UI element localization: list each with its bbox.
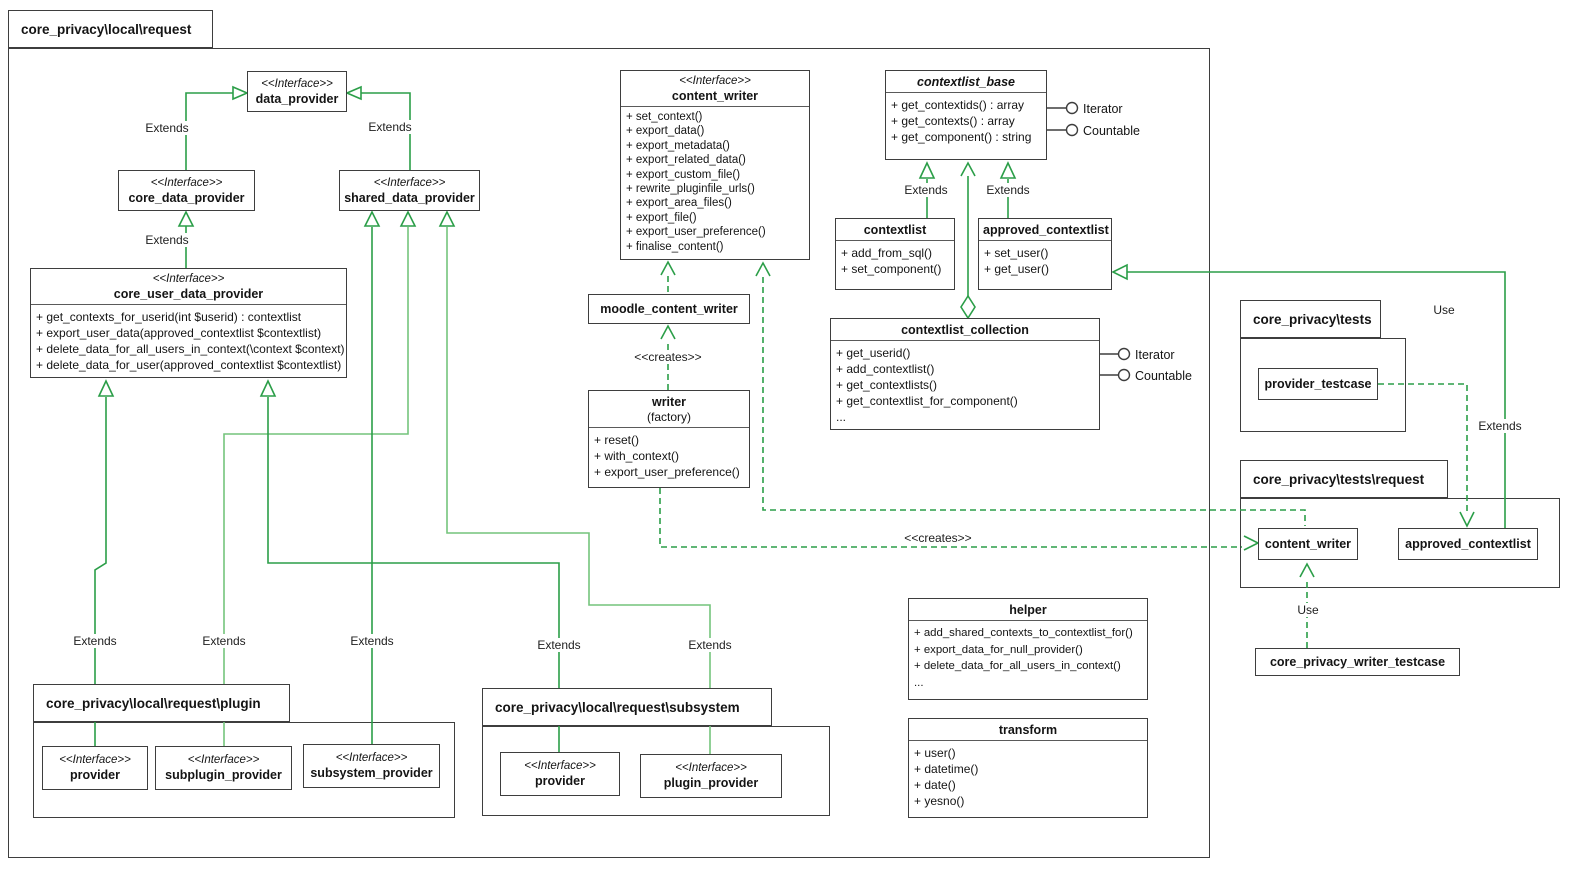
class-name: content_writer: [671, 89, 759, 103]
class-contextlist-base: [885, 70, 1047, 160]
arrowhead: [920, 163, 934, 178]
edge-label-use: Use: [1297, 603, 1319, 617]
method: + get_contextlist_for_component(): [836, 394, 1018, 408]
class-name: shared_data_provider: [344, 190, 475, 205]
package-subsystem-tab: [482, 688, 772, 726]
method: + export_area_files(): [626, 197, 732, 210]
package-main-title: core_privacy\local\request: [21, 21, 192, 37]
class-name: core_user_data_provider: [113, 287, 264, 301]
edge-label-creates: <<creates>>: [904, 531, 972, 545]
method: + set_component(): [841, 262, 942, 276]
method: + export_custom_file(): [626, 168, 741, 181]
arrowhead-open: [1460, 512, 1474, 526]
package-tests-tab: [1240, 300, 1381, 338]
method: + export_user_data(approved_contextlist $contextlist): [36, 326, 322, 340]
class-name: core_privacy_writer_testcase: [1269, 655, 1446, 669]
class-tests-approved-contextlist: [1398, 528, 1538, 560]
class-name: core_data_provider: [128, 190, 245, 205]
lollipop-label-iterator2: Iterator: [1135, 348, 1175, 362]
arrowhead: [1001, 163, 1015, 178]
edge-label-use: Use: [1433, 303, 1455, 317]
class-core-user-data-provider: [30, 268, 347, 378]
stereotype: <<Interface>>: [373, 176, 446, 189]
edge-label-extends: Extends: [145, 121, 189, 135]
method: + date(): [914, 778, 956, 792]
stereotype: <<Interface>>: [524, 760, 596, 772]
method: + export_data(): [626, 125, 705, 138]
class-name: plugin_provider: [663, 776, 759, 790]
method: + reset(): [594, 433, 640, 447]
method: + export_user_preference(): [594, 465, 740, 479]
package-subsystem-title: core_privacy\local\request\subsystem: [495, 699, 740, 715]
arrowhead-open: [1300, 564, 1314, 577]
package-tests-title: core_privacy\tests: [1253, 311, 1372, 327]
class-name: transform: [998, 723, 1058, 737]
method: + delete_data_for_user(approved_contextlist $contextlist): [36, 358, 342, 372]
class-helper: [908, 598, 1148, 700]
class-tests-content-writer: [1258, 528, 1358, 560]
class-data-provider: [247, 71, 347, 112]
method: + finalise_content(): [626, 240, 724, 253]
method: + get_user(): [984, 262, 1050, 276]
package-main-tab: [8, 10, 213, 48]
package-plugin-tab: [33, 684, 290, 722]
stereotype: <<Interface>>: [675, 762, 747, 774]
class-shared-data-provider: [339, 170, 480, 211]
class-writer: [588, 390, 750, 488]
class-subsystem-plugin-provider: [640, 754, 782, 798]
method: + set_user(): [984, 246, 1049, 260]
package-tests-request-tab: [1240, 460, 1448, 498]
class-core-privacy-writer-testcase: [1255, 648, 1460, 676]
class-subtitle: (factory): [646, 410, 691, 424]
class-name: helper: [1009, 603, 1047, 617]
arrowhead-open: [661, 262, 675, 275]
class-name: provider_testcase: [1264, 377, 1372, 391]
class-name: content_writer: [1264, 537, 1352, 551]
method: + delete_data_for_all_users_in_context(\context $context): [36, 342, 345, 356]
edge-label-extends: Extends: [688, 638, 732, 652]
lollipop-circle-countable2: [1119, 370, 1130, 381]
stereotype: <<Interface>>: [150, 176, 223, 189]
edge-label-extends: Extends: [537, 638, 581, 652]
class-name: contextlist_base: [917, 75, 1015, 89]
class-contextlist: [835, 218, 955, 290]
lollipop-label-iterator: Iterator: [1083, 102, 1123, 116]
method: + get_contextids() : array: [891, 98, 1025, 112]
class-name: provider: [69, 768, 120, 782]
method: + add_shared_contexts_to_contextlist_for(): [914, 627, 1133, 639]
method: + get_component() : string: [891, 130, 1032, 144]
lollipop-label-countable2: Countable: [1135, 369, 1192, 383]
method: + export_user_preference(): [626, 226, 766, 239]
edge-core-data-provider-extends-data-provider: [186, 93, 246, 170]
class-transform: [908, 718, 1148, 818]
arrowhead: [401, 212, 415, 226]
arrowhead: [440, 212, 454, 226]
edge-label-extends: Extends: [986, 183, 1030, 197]
arrowhead: [233, 87, 247, 99]
edge-label-extends: Extends: [350, 634, 394, 648]
method: + get_contextlists(): [836, 378, 938, 392]
class-approved-contextlist: [978, 218, 1112, 290]
arrowhead: [261, 381, 275, 396]
lollipop-circle-iterator: [1067, 103, 1078, 114]
method: + datetime(): [914, 762, 979, 776]
edge-label-extends: Extends: [202, 634, 246, 648]
method: + add_from_sql(): [841, 246, 933, 260]
class-core-data-provider: [118, 170, 255, 211]
class-name: subplugin_provider: [165, 768, 282, 782]
method: + export_data_for_null_provider(): [914, 643, 1083, 656]
edge-label-extends: Extends: [904, 183, 948, 197]
method: + export_related_data(): [626, 154, 746, 167]
stereotype: <<Interface>>: [152, 273, 225, 285]
method: ...: [914, 676, 924, 689]
method: + set_context(): [626, 111, 703, 123]
edge-label-extends: Extends: [1478, 419, 1522, 433]
method: + yesno(): [914, 794, 965, 808]
class-name: writer: [651, 395, 687, 409]
package-tests-request-title: core_privacy\tests\request: [1253, 471, 1425, 487]
method: + get_contexts() : array: [891, 114, 1015, 128]
lollipop-circle-iterator2: [1119, 349, 1130, 360]
arrowhead: [365, 212, 379, 226]
method: + export_file(): [626, 211, 697, 224]
lollipop-label-countable: Countable: [1083, 124, 1140, 138]
class-content-writer: [620, 70, 810, 260]
stereotype: <<Interface>>: [261, 77, 333, 90]
class-provider-testcase: [1258, 368, 1378, 400]
stereotype: <<Interface>>: [679, 75, 751, 87]
stereotype: <<Interface>>: [187, 754, 260, 766]
edge-label-extends: Extends: [368, 120, 412, 134]
class-name: approved_contextlist: [983, 223, 1109, 237]
method: + user(): [914, 746, 956, 760]
arrowhead: [179, 212, 193, 226]
stereotype: <<Interface>>: [335, 752, 408, 764]
class-name: moodle_content_writer: [600, 302, 738, 316]
arrowhead: [1113, 265, 1127, 279]
method: + add_contextlist(): [836, 362, 935, 376]
arrowhead: [99, 381, 113, 396]
class-subsystem-provider: [303, 744, 440, 788]
arrowhead-open: [961, 163, 975, 176]
method: + get_userid(): [836, 346, 911, 360]
class-name: provider: [534, 774, 585, 788]
class-subplugin-provider: [155, 746, 292, 790]
aggregation-diamond: [961, 296, 975, 318]
class-name: subsystem_provider: [310, 766, 433, 780]
arrowhead-open: [756, 263, 770, 276]
arrowhead-open: [1244, 536, 1258, 550]
method: + get_contexts_for_userid(int $userid) : contextlist: [36, 310, 302, 324]
class-name: contextlist_collection: [901, 323, 1029, 337]
edge-label-creates: <<creates>>: [634, 350, 702, 364]
edge-label-extends: Extends: [145, 233, 189, 247]
method: + with_context(): [594, 449, 680, 463]
arrowhead-open: [661, 326, 675, 339]
class-contextlist-collection: [830, 318, 1100, 430]
class-name: data_provider: [255, 91, 339, 106]
package-plugin-title: core_privacy\local\request\plugin: [46, 695, 261, 711]
class-name: approved_contextlist: [1405, 537, 1531, 551]
method: + delete_data_for_all_users_in_context(): [914, 660, 1121, 672]
class-subsystem-provider-iface: [500, 752, 620, 796]
stereotype: <<Interface>>: [59, 754, 131, 766]
method: + rewrite_pluginfile_urls(): [626, 183, 755, 196]
lollipop-circle-countable: [1067, 125, 1078, 136]
class-moodle-content-writer: [588, 294, 750, 324]
class-plugin-provider: [42, 746, 148, 790]
method: + export_metadata(): [626, 139, 730, 152]
edge-label-extends: Extends: [73, 634, 117, 648]
method: ...: [836, 410, 847, 424]
arrowhead: [347, 87, 361, 99]
class-name: contextlist: [863, 223, 927, 237]
